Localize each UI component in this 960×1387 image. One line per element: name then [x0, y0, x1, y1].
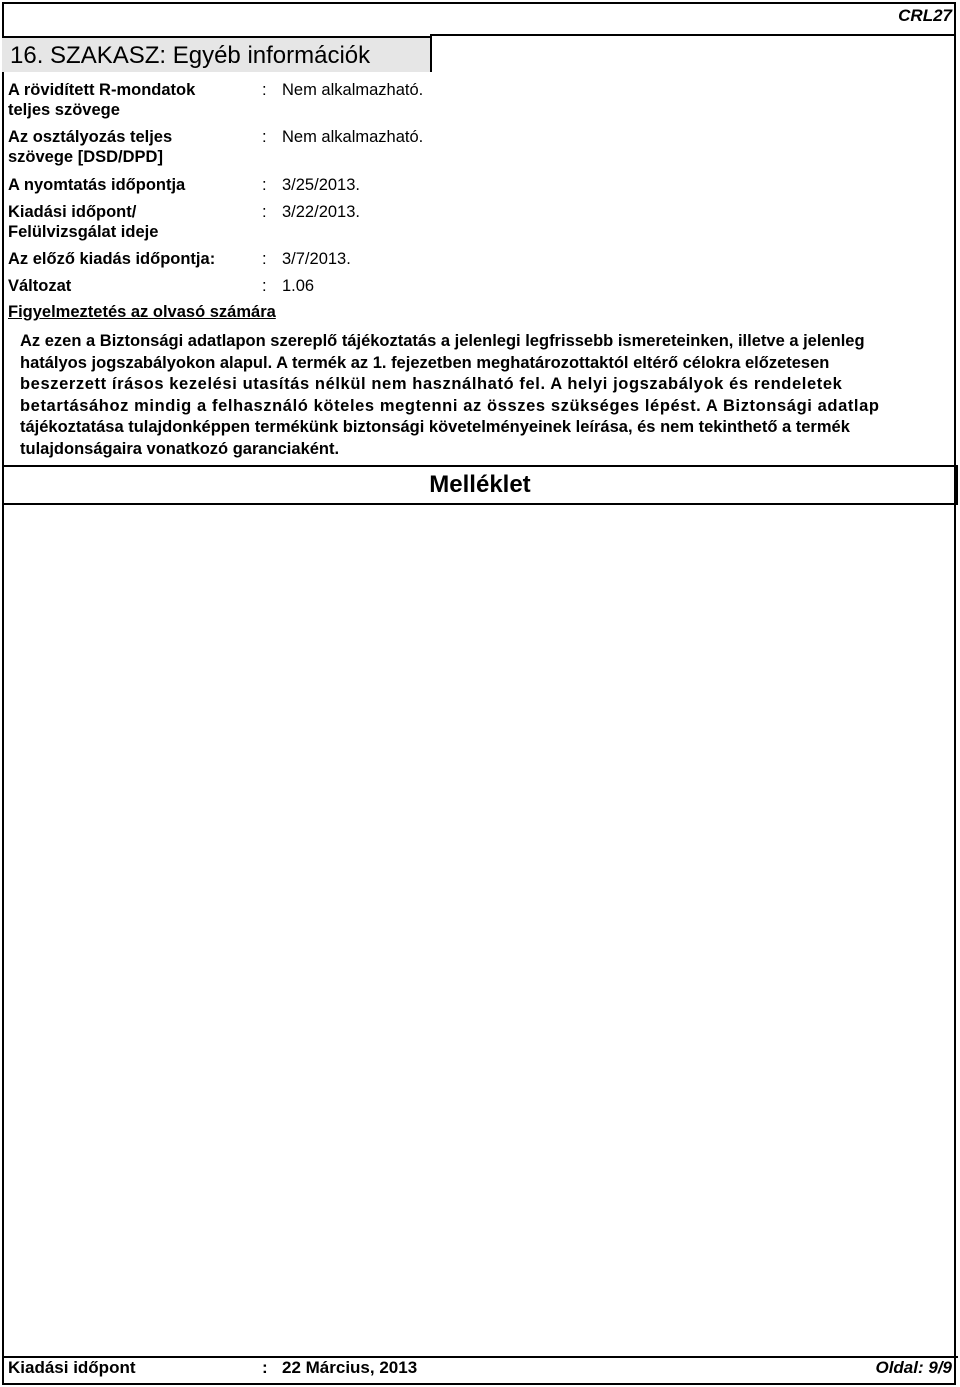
notice-line: tájékoztatása tulajdonképpen termékünk biztonsági követelményeinek leírása, és nem tekinthető a termék — [20, 418, 850, 436]
field-colon: : — [262, 81, 267, 99]
document-code: CRL27 — [898, 6, 952, 25]
field-label-r-phrases: A rövidített R-mondatok teljes szövege — [8, 81, 196, 119]
annex-title: Melléklet — [429, 471, 531, 498]
field-value-classification: Nem alkalmazható. — [282, 128, 424, 146]
footer-rule — [2, 1356, 958, 1358]
notice-line: tulajdonságaira vonatkozó garanciaként. — [20, 439, 340, 458]
field-colon: : — [262, 277, 267, 295]
field-value-r-phrases: Nem alkalmazható. — [282, 81, 424, 99]
notice-line: Az ezen a Biztonsági adatlapon szereplő tájékoztatás a jelenlegi legfrissebb ismereteinken, illetve a jelenleg — [20, 332, 865, 350]
section-title: 16. SZAKASZ: Egyéb információk — [10, 42, 371, 69]
field-colon: : — [262, 250, 267, 268]
footer-page-number: Oldal: 9/9 — [875, 1358, 952, 1377]
header-rule — [430, 34, 956, 36]
field-value-issue-date: 3/22/2013. — [282, 203, 360, 221]
footer-issue-label: Kiadási időpont — [8, 1358, 136, 1377]
section-header — [2, 36, 432, 72]
field-label-print-date: A nyomtatás időpontja — [8, 176, 186, 194]
footer-issue-date: 22 Március, 2013 — [282, 1358, 418, 1377]
reader-notice-title: Figyelmeztetés az olvasó számára — [8, 303, 276, 321]
field-value-previous-issue: 3/7/2013. — [282, 250, 351, 268]
field-value-print-date: 3/25/2013. — [282, 176, 360, 194]
field-label-previous-issue: Az előző kiadás időpontja: — [8, 250, 216, 268]
reader-notice-text — [20, 331, 956, 460]
field-value-version: 1.06 — [282, 277, 315, 295]
field-colon: : — [262, 203, 267, 221]
field-label-issue-date: Kiadási időpont/ Felülvizsgálat ideje — [8, 203, 159, 241]
notice-line: hatályos jogszabályokon alapul. A termék az 1. fejezetben meghatározottaktól eltérő célokra előzetesen — [20, 353, 830, 372]
field-label-version: Változat — [8, 277, 72, 295]
field-colon: : — [262, 128, 267, 146]
notice-line: betartásához mindig a felhasználó köteles megtenni az összes szükséges lépést. A Biztonsági adatlap — [20, 396, 880, 415]
footer-colon: : — [262, 1358, 268, 1377]
field-colon: : — [262, 176, 267, 194]
field-label-classification: Az osztályozás teljes szövege [DSD/DPD] — [8, 128, 173, 166]
annex-header — [2, 465, 958, 505]
notice-line: beszerzett írásos kezelési utasítás nélkül nem használható fel. A helyi jogszabályok és rendeletek — [20, 375, 843, 393]
